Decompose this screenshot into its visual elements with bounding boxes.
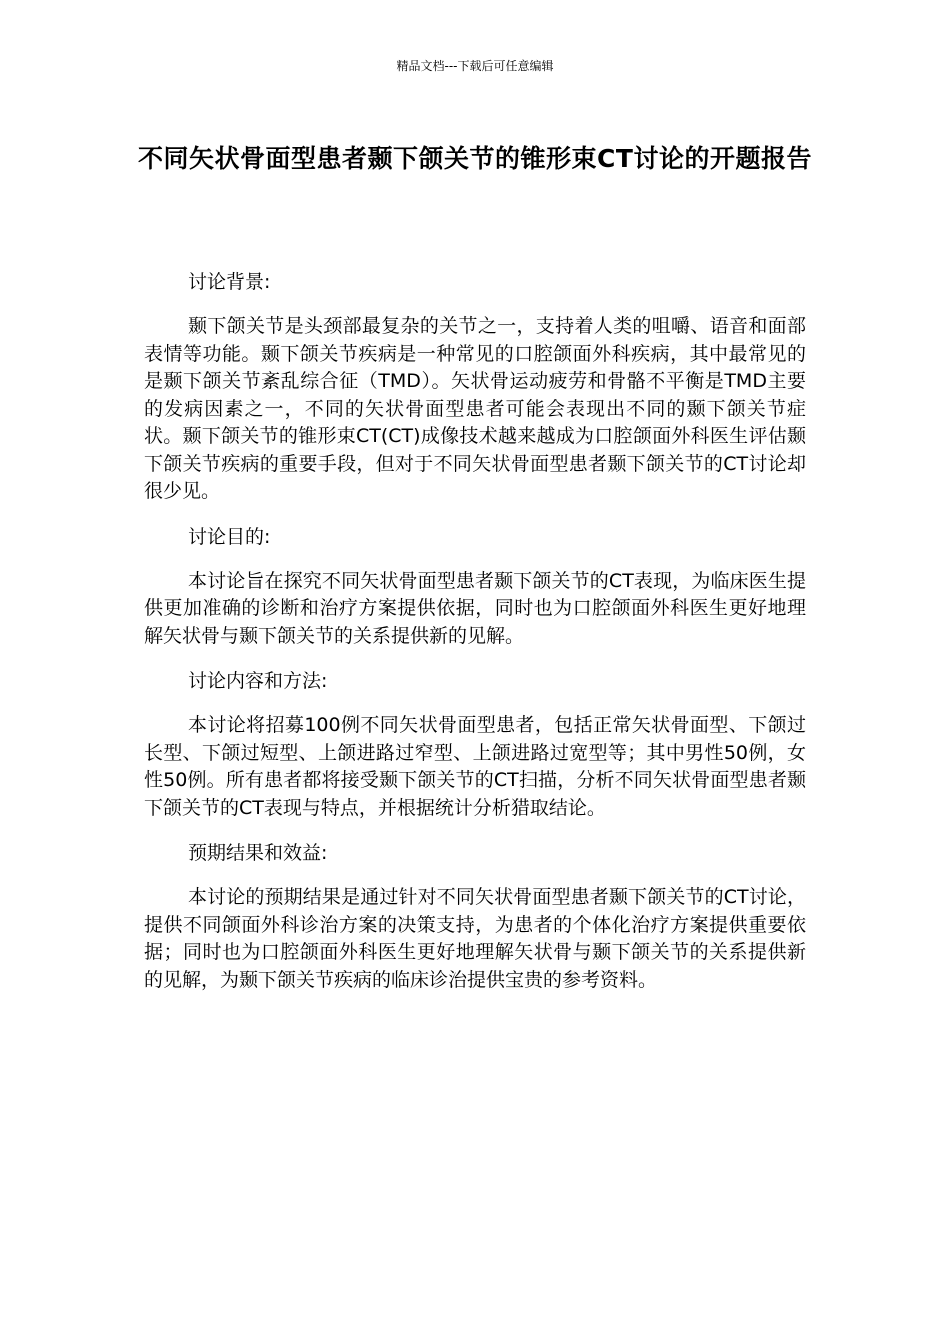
section-heading: 讨论背景: bbox=[188, 271, 271, 293]
page-header-note: 精品文档---下载后可任意编辑 bbox=[396, 59, 554, 73]
section-paragraph: 本讨论旨在探究不同矢状骨面型患者颞下颌关节的CT表现，为临床医生提供更加准确的诊断和治疗方案提供依据，同时也为口腔颌面外科医生更好地理解矢状骨与颞下颌关节的关系提供新的见解。 bbox=[144, 569, 806, 647]
section-background bbox=[144, 268, 806, 506]
section-content-methods bbox=[144, 667, 806, 822]
document-title: 不同矢状骨面型患者颞下颌关节的锥形束CT讨论的开题报告 bbox=[138, 144, 812, 173]
section-heading: 预期结果和效益: bbox=[188, 842, 328, 864]
section-heading: 讨论内容和方法: bbox=[188, 670, 328, 692]
section-paragraph: 本讨论将招募100例不同矢状骨面型患者，包括正常矢状骨面型、下颌过长型、下颌过短型、上颌进路过窄型、上颌进路过宽型等；其中男性50例，女性50例。所有患者都将接受颞下颌关节的CT扫描，分析不同矢状骨面型患者颞下颌关节的CT表现与特点，并根据统计分析猎取结论。 bbox=[144, 714, 806, 819]
section-purpose bbox=[144, 523, 806, 651]
section-paragraph: 本讨论的预期结果是通过针对不同矢状骨面型患者颞下颌关节的CT讨论，提供不同颌面外科诊治方案的决策支持，为患者的个体化治疗方案提供重要依据；同时也为口腔颌面外科医生更好地理解矢状骨与颞下颌关节的关系提供新的见解，为颞下颌关节疾病的临床诊治提供宝贵的参考资料。 bbox=[144, 886, 806, 991]
section-paragraph: 颞下颌关节是头颈部最复杂的关节之一，支持着人类的咀嚼、语音和面部表情等功能。颞下颌关节疾病是一种常见的口腔颌面外科疾病，其中最常见的是颞下颌关节紊乱综合征（TMD）。矢状骨运动疲劳和骨骼不平衡是TMD主要的发病因素之一，不同的矢状骨面型患者可能会表现出不同的颞下颌关节症状。颞下颌关节的锥形束CT(CT)成像技术越来越成为口腔颌面外科医生评估颞下颌关节疾病的重要手段，但对于不同矢状骨面型患者颞下颌关节的CT讨论却很少见。 bbox=[144, 315, 806, 502]
document-body bbox=[144, 268, 806, 1011]
section-expected-results bbox=[144, 839, 806, 994]
section-heading: 讨论目的: bbox=[188, 525, 271, 548]
